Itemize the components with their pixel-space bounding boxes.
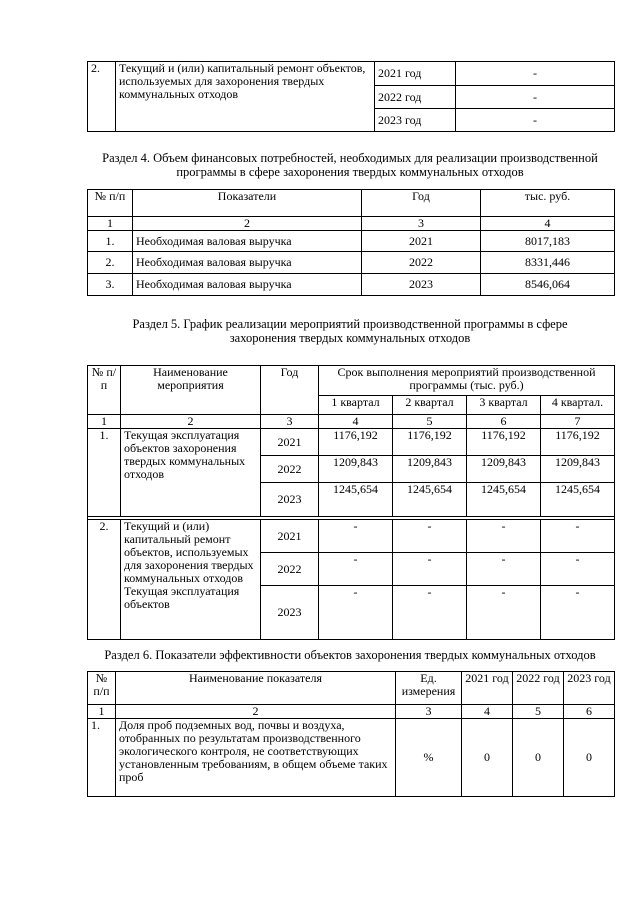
efficiency-table xyxy=(87,671,615,797)
quarter-value: - xyxy=(541,553,615,586)
table-row xyxy=(88,274,615,296)
quarter-value: - xyxy=(467,586,541,640)
header-year: Год xyxy=(261,366,319,415)
column-number: 6 xyxy=(564,705,615,719)
quarter-value: 1209,843 xyxy=(319,456,393,483)
schedule-table xyxy=(87,365,615,640)
header-year: Год xyxy=(362,190,481,217)
value-cell: 0 xyxy=(564,719,615,797)
quarter-value: 1245,654 xyxy=(541,483,615,517)
indicator-name: Необходимая валовая выручка xyxy=(133,231,362,252)
table-row xyxy=(88,252,615,274)
header-num: № п/п xyxy=(88,672,116,705)
header-num: № п/п xyxy=(88,366,121,415)
quarter-value: 1245,654 xyxy=(467,483,541,517)
amount-cell: 8546,064 xyxy=(481,274,615,296)
header-indicator: Наименование показателя xyxy=(116,672,396,705)
value-cell: - xyxy=(456,109,615,132)
section4-title: Раздел 4. Объем финансовых потребностей, необходимых для реализации производственной программы в сфере захоронения твердых коммунальных отходов xyxy=(102,151,598,179)
quarter-value: - xyxy=(319,520,393,553)
year-cell: 2023 xyxy=(261,586,319,640)
year-cell: 2022 xyxy=(261,553,319,586)
quarter-value: 1245,654 xyxy=(393,483,467,517)
table-row xyxy=(88,520,615,553)
year-cell: 2021 xyxy=(362,231,481,252)
year-cell: 2021 год xyxy=(375,62,456,86)
header-num: № п/п xyxy=(88,190,133,217)
quarter-value: - xyxy=(319,586,393,640)
column-number: 3 xyxy=(362,217,481,231)
value-cell: - xyxy=(456,86,615,109)
column-number: 4 xyxy=(462,705,513,719)
column-number: 2 xyxy=(133,217,362,231)
quarter-value: 1176,192 xyxy=(541,429,615,456)
activity-name: Текущий и (или) капитальный ремонт объектов, используемых для захоронения твердых коммунальных отходов Текущая эксплуатация объектов xyxy=(121,520,261,640)
quarter-value: 1209,843 xyxy=(541,456,615,483)
value-cell: 0 xyxy=(513,719,564,797)
row-number: 1. xyxy=(88,719,116,797)
column-number: 3 xyxy=(261,415,319,429)
amount-cell: 8017,183 xyxy=(481,231,615,252)
repair-table xyxy=(87,61,615,132)
quarter-value: - xyxy=(393,520,467,553)
header-quarter: 1 квартал xyxy=(319,396,393,415)
year-cell: 2022 xyxy=(362,252,481,274)
header-period: Срок выполнения мероприятий производственной программы (тыс. руб.) xyxy=(319,366,615,396)
quarter-value: - xyxy=(319,553,393,586)
row-number: 2. xyxy=(88,520,121,640)
year-cell: 2023 xyxy=(362,274,481,296)
header-year: 2021 год xyxy=(462,672,513,705)
value-cell: - xyxy=(456,62,615,86)
finance-table xyxy=(87,189,615,296)
header-indicator: Показатели xyxy=(133,190,362,217)
column-number: 4 xyxy=(319,415,393,429)
unit-cell: % xyxy=(396,719,462,797)
quarter-value: - xyxy=(541,586,615,640)
quarter-value: - xyxy=(541,520,615,553)
quarter-value: 1176,192 xyxy=(393,429,467,456)
column-number: 1 xyxy=(88,415,121,429)
row-number: 1. xyxy=(88,429,121,517)
header-unit: Ед. измерения xyxy=(396,672,462,705)
year-cell: 2023 год xyxy=(375,109,456,132)
year-cell: 2022 xyxy=(261,456,319,483)
header-amount: тыс. руб. xyxy=(481,190,615,217)
year-cell: 2023 xyxy=(261,483,319,517)
year-cell: 2021 xyxy=(261,520,319,553)
header-year: 2022 год xyxy=(513,672,564,705)
column-number: 1 xyxy=(88,705,116,719)
table-row xyxy=(88,719,615,797)
quarter-value: - xyxy=(393,586,467,640)
row-number: 2. xyxy=(88,62,116,132)
column-number: 5 xyxy=(513,705,564,719)
header-quarter: 2 квартал xyxy=(393,396,467,415)
row-number: 2. xyxy=(88,252,133,274)
column-number: 5 xyxy=(393,415,467,429)
activity-name: Текущий и (или) капитальный ремонт объектов, используемых для захоронения твердых коммунальных отходов xyxy=(116,62,375,132)
value-cell: 0 xyxy=(462,719,513,797)
header-activity: Наименование мероприятия xyxy=(121,366,261,415)
header-year: 2023 год xyxy=(564,672,615,705)
column-number: 1 xyxy=(88,217,133,231)
table-row xyxy=(88,231,615,252)
row-number: 1. xyxy=(88,231,133,252)
column-number: 3 xyxy=(396,705,462,719)
section5-title: Раздел 5. График реализации мероприятий производственной программы в сфере захоронения твердых коммунальных отходов xyxy=(132,317,568,345)
quarter-value: - xyxy=(467,553,541,586)
column-number: 2 xyxy=(121,415,261,429)
indicator-name: Необходимая валовая выручка xyxy=(133,252,362,274)
quarter-value: - xyxy=(467,520,541,553)
section6-title: Раздел 6. Показатели эффективности объектов захоронения твердых коммунальных отходов xyxy=(104,648,596,662)
header-quarter: 3 квартал xyxy=(467,396,541,415)
column-number: 2 xyxy=(116,705,396,719)
quarter-value: - xyxy=(393,553,467,586)
amount-cell: 8331,446 xyxy=(481,252,615,274)
table-row xyxy=(88,429,615,456)
quarter-value: 1176,192 xyxy=(467,429,541,456)
quarter-value: 1176,192 xyxy=(319,429,393,456)
year-cell: 2022 год xyxy=(375,86,456,109)
column-number: 6 xyxy=(467,415,541,429)
quarter-value: 1209,843 xyxy=(393,456,467,483)
row-number: 3. xyxy=(88,274,133,296)
quarter-value: 1209,843 xyxy=(467,456,541,483)
year-cell: 2021 xyxy=(261,429,319,456)
activity-name: Текущая эксплуатация объектов захоронения твердых коммунальных отходов xyxy=(121,429,261,517)
header-quarter: 4 квартал. xyxy=(541,396,615,415)
indicator-name: Необходимая валовая выручка xyxy=(133,274,362,296)
column-number: 7 xyxy=(541,415,615,429)
indicator-name: Доля проб подземных вод, почвы и воздуха, отобранных по результатам производственного экологического контроля, не соответствующих установленным требованиям, в общем объеме таких проб xyxy=(116,719,396,797)
column-number: 4 xyxy=(481,217,615,231)
quarter-value: 1245,654 xyxy=(319,483,393,517)
